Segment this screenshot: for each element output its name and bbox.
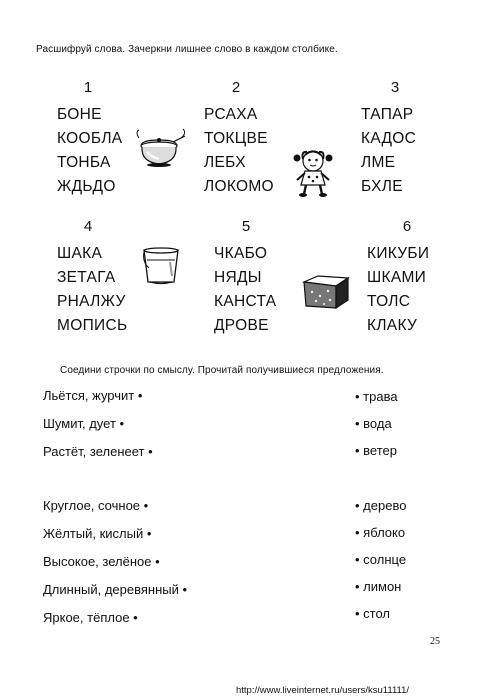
word-right: • лимон bbox=[355, 579, 402, 594]
word-right: • солнце bbox=[355, 552, 407, 567]
column-number: 1 bbox=[83, 79, 93, 96]
bucket-icon bbox=[140, 246, 182, 286]
scrambled-word: ЖДЬДО bbox=[57, 178, 116, 195]
scrambled-word: ТОНБА bbox=[57, 154, 111, 171]
scrambled-word: ШКАМИ bbox=[367, 269, 427, 286]
scrambled-word: ТОКЦВЕ bbox=[204, 130, 268, 147]
footer-url[interactable]: http://www.liveinternet.ru/users/ksu11111/ bbox=[236, 685, 410, 696]
column-number: 2 bbox=[231, 79, 241, 96]
scrambled-word: ЛОКОМО bbox=[204, 178, 274, 195]
scrambled-word: БОНЕ bbox=[57, 106, 102, 123]
phrase-left: Жёлтый, кислый • bbox=[43, 526, 152, 541]
phrase-left: Высокое, зелёное • bbox=[43, 554, 160, 569]
column-number: 5 bbox=[241, 218, 251, 235]
page-number: 25 bbox=[430, 636, 440, 647]
scrambled-word: ТАПАР bbox=[361, 106, 414, 123]
task2-instruction: Соедини строчки по смыслу. Прочитай получившиеся предложения. bbox=[60, 365, 384, 376]
scrambled-word: ЛМЕ bbox=[361, 154, 396, 171]
scrambled-word: КООБЛА bbox=[57, 130, 123, 147]
kettle-icon bbox=[133, 128, 189, 172]
column-number: 4 bbox=[83, 218, 93, 235]
scrambled-word: ЗЕТАГА bbox=[57, 269, 116, 286]
column-number: 3 bbox=[390, 79, 400, 96]
scrambled-word: НЯДЫ bbox=[214, 269, 262, 286]
word-right: • яблоко bbox=[355, 525, 406, 540]
task1-instruction: Расшифруй слова. Зачеркни лишнее слово в каждом столбике. bbox=[36, 44, 338, 55]
phrase-left: Льётся, журчит • bbox=[43, 388, 143, 403]
scrambled-word: КЛАКУ bbox=[367, 317, 418, 334]
phrase-left: Яркое, тёплое • bbox=[43, 610, 138, 625]
scrambled-word: ТОЛС bbox=[367, 293, 411, 310]
word-right: • трава bbox=[355, 389, 398, 404]
doll-icon bbox=[291, 149, 335, 197]
phrase-left: Шумит, дует • bbox=[43, 416, 125, 431]
scrambled-word: ЧКАБО bbox=[214, 245, 268, 262]
word-right: • дерево bbox=[355, 498, 407, 513]
bread-icon bbox=[302, 270, 350, 310]
scrambled-word: РСАХА bbox=[204, 106, 258, 123]
scrambled-word: ДРОВЕ bbox=[214, 317, 269, 334]
column-number: 6 bbox=[402, 218, 412, 235]
scrambled-word: ЛЕБХ bbox=[204, 154, 246, 171]
scrambled-word: КАНСТА bbox=[214, 293, 277, 310]
scrambled-word: БХЛЕ bbox=[361, 178, 403, 195]
scrambled-word: МОПИСЬ bbox=[57, 317, 128, 334]
word-right: • вода bbox=[355, 416, 392, 431]
scrambled-word: КАДОС bbox=[361, 130, 417, 147]
scrambled-word: ШАКА bbox=[57, 245, 103, 262]
word-right: • стол bbox=[355, 606, 391, 621]
phrase-left: Круглое, сочное • bbox=[43, 498, 149, 513]
phrase-left: Длинный, деревянный • bbox=[43, 582, 188, 597]
scrambled-word: РНАЛЖУ bbox=[57, 293, 126, 310]
word-right: • ветер bbox=[355, 443, 397, 458]
phrase-left: Растёт, зеленеет • bbox=[43, 444, 153, 459]
scrambled-word: КИКУБИ bbox=[367, 245, 430, 262]
